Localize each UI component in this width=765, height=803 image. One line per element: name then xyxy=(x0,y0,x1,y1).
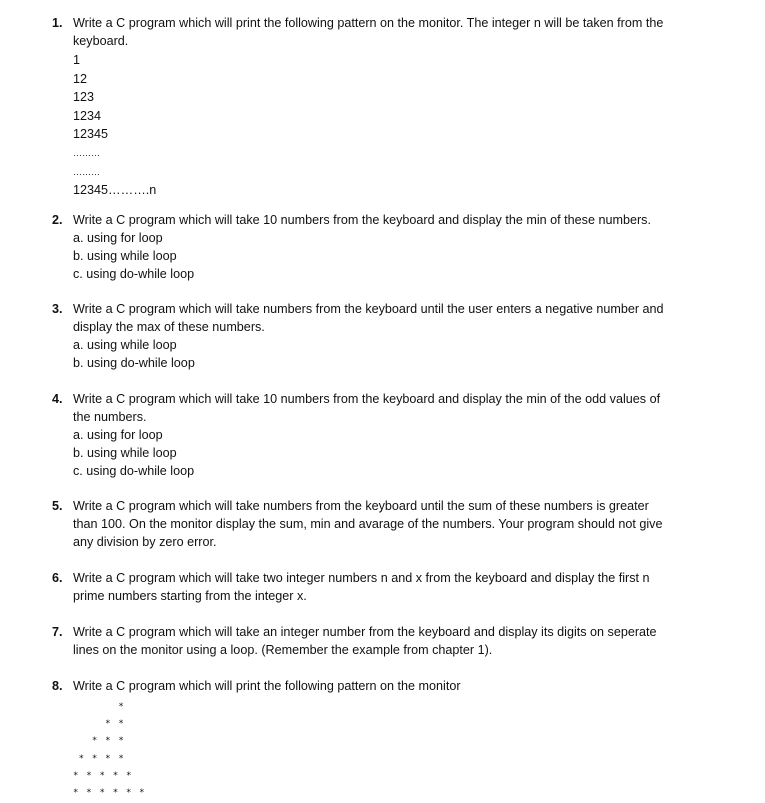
sub-item: a. using for loop xyxy=(73,231,163,245)
question-text xyxy=(73,569,733,605)
question-line: any division by zero error. xyxy=(73,535,217,549)
question-line: Write a C program which will take 10 numbers from the keyboard and display the min of these numbers. xyxy=(73,213,651,227)
star-line: * * * * xyxy=(78,753,125,764)
question-number: 3. xyxy=(52,302,63,316)
sub-item: b. using while loop xyxy=(73,446,177,460)
question-line: Write a C program which will print the following pattern on the monitor. The integer n will be taken from the xyxy=(73,16,664,30)
question-text xyxy=(73,14,733,200)
question-text xyxy=(73,211,733,283)
star-line: * * * * * * xyxy=(73,787,146,798)
star-line: * * xyxy=(105,719,125,730)
question-number: 4. xyxy=(52,392,63,406)
question-line: Write a C program which will take two integer numbers n and x from the keyboard and display the first n xyxy=(73,571,650,585)
pattern-line: 1 xyxy=(73,53,81,67)
question-number: 5. xyxy=(52,499,63,513)
question-line: prime numbers starting from the integer x. xyxy=(73,589,307,603)
sub-item: a. using while loop xyxy=(73,338,177,352)
question-text xyxy=(73,623,733,659)
number-pattern xyxy=(73,51,733,200)
question-line: Write a C program which will take numbers from the keyboard until the sum of these numbers is greater xyxy=(73,499,649,513)
sub-item: b. using while loop xyxy=(73,249,177,263)
star-line: * * * xyxy=(91,736,125,747)
question-line: keyboard. xyxy=(73,34,129,48)
question-line: lines on the monitor using a loop. (Remember the example from chapter 1). xyxy=(73,643,493,657)
question-line: Write a C program which will print the following pattern on the monitor xyxy=(73,679,461,693)
pattern-line: 1234 xyxy=(73,108,102,123)
star-line: * * * * * xyxy=(73,770,133,781)
question-text xyxy=(73,300,733,372)
pattern-line: 12345……….n xyxy=(73,183,157,198)
question-line: Write a C program which will take 10 numbers from the keyboard and display the min of the odd values of xyxy=(73,392,661,406)
sub-item: c. using do-while loop xyxy=(73,267,195,281)
sub-item: a. using for loop xyxy=(73,428,163,442)
pattern-line: 123 xyxy=(73,90,95,105)
pattern-ellipsis: ……… xyxy=(73,166,100,177)
question-number: 7. xyxy=(52,625,63,639)
question-line: Write a C program which will take an integer number from the keyboard and display its digits on seperate xyxy=(73,625,657,639)
sub-item: c. using do-while loop xyxy=(73,464,195,478)
question-line: display the max of these numbers. xyxy=(73,320,265,334)
question-number: 1. xyxy=(52,16,63,30)
question-line: than 100. On the monitor display the sum, min and avarage of the numbers. Your program should not give xyxy=(73,517,663,531)
pattern-line: 12345 xyxy=(73,127,109,142)
question-number: 6. xyxy=(52,571,63,585)
sub-item: b. using do-while loop xyxy=(73,356,195,370)
question-text xyxy=(73,497,733,551)
pattern-line: 12 xyxy=(73,71,88,86)
question-line: the numbers. xyxy=(73,410,147,424)
question-number: 8. xyxy=(52,679,63,693)
question-line: Write a C program which will take numbers from the keyboard until the user enters a negative number and xyxy=(73,302,664,316)
star-line: * xyxy=(118,702,125,712)
question-text xyxy=(73,390,733,480)
pattern-ellipsis: ……… xyxy=(73,147,100,158)
question-text xyxy=(73,677,733,695)
question-number: 2. xyxy=(52,213,63,227)
star-pattern xyxy=(73,699,146,802)
